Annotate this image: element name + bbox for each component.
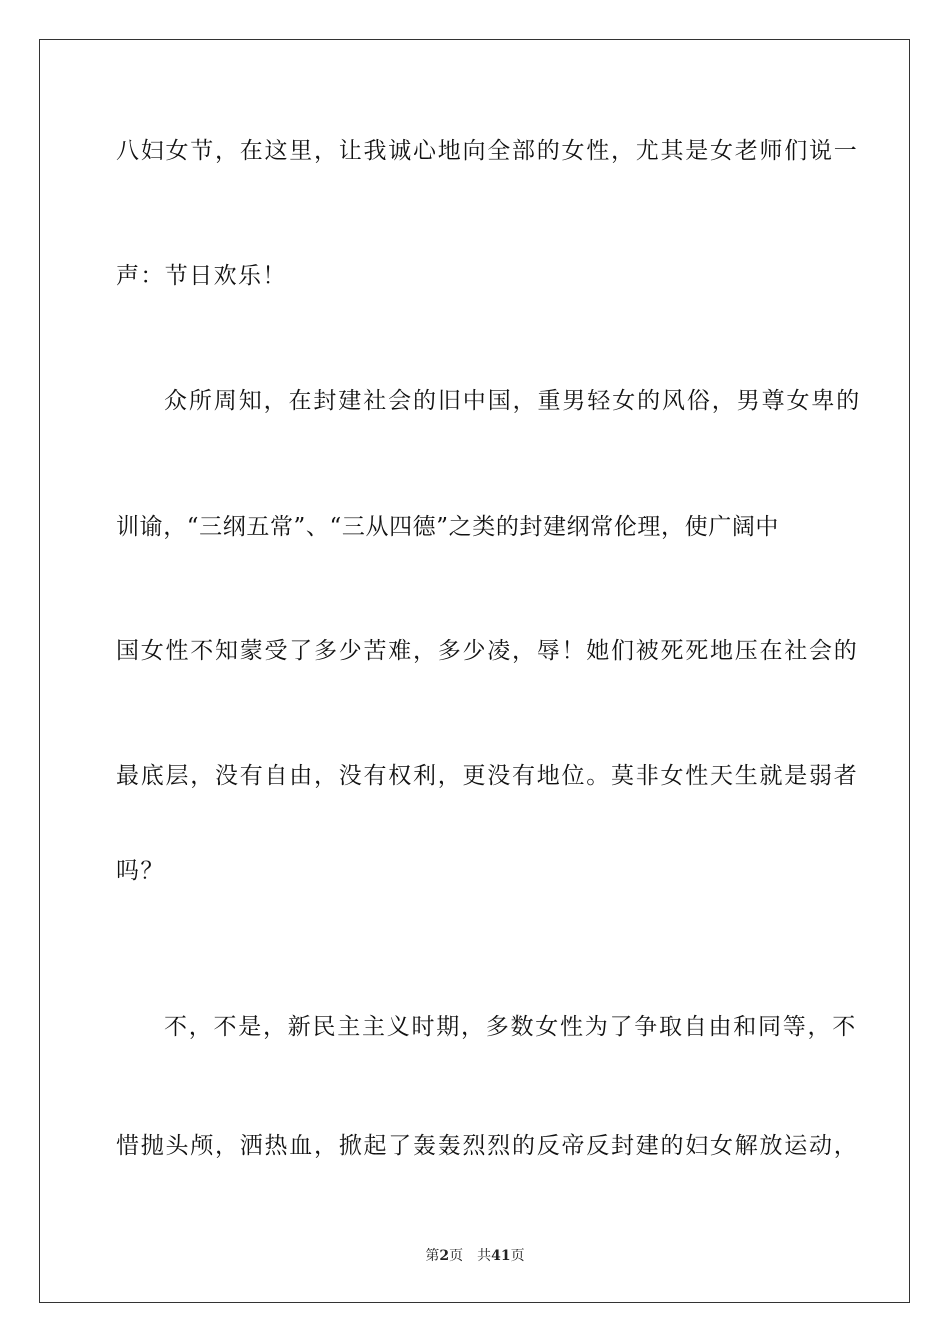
text-line-3: 众所周知，在封建社会的旧中国，重男轻女的风俗，男尊女卑的 [164,388,862,414]
page-suffix: 页 [449,1248,464,1264]
text-line-5: 国女性不知蒙受了多少苦难，多少凌，辱！她们被死死地压在社会的 [116,638,859,664]
page-footer [0,1247,950,1265]
page-number: 2 [439,1248,450,1264]
total-pages: 41 [491,1248,511,1264]
text-line-2: 声：节日欢乐！ [116,263,287,289]
text-line-1: 八妇女节，在这里，让我诚心地向全部的女性，尤其是女老师们说一 [116,138,859,164]
page-prefix: 第 [425,1248,440,1264]
text-line-4: 训谕，“三纲五常”、“三从四德”之类的封建纲常伦理，使广阔中 [116,514,780,540]
page-border [39,39,910,1303]
total-suffix: 页 [510,1248,525,1264]
text-line-6: 最底层，没有自由，没有权利，更没有地位。莫非女性天生就是弱者 [116,763,859,789]
text-line-9: 惜抛头颅，洒热血，掀起了轰轰烈烈的反帝反封建的妇女解放运动， [116,1133,859,1159]
text-line-8: 不，不是，新民主主义时期，多数女性为了争取自由和同等，不 [164,1014,857,1040]
text-line-7: 吗？ [116,858,165,884]
total-prefix: 共 [477,1248,492,1264]
